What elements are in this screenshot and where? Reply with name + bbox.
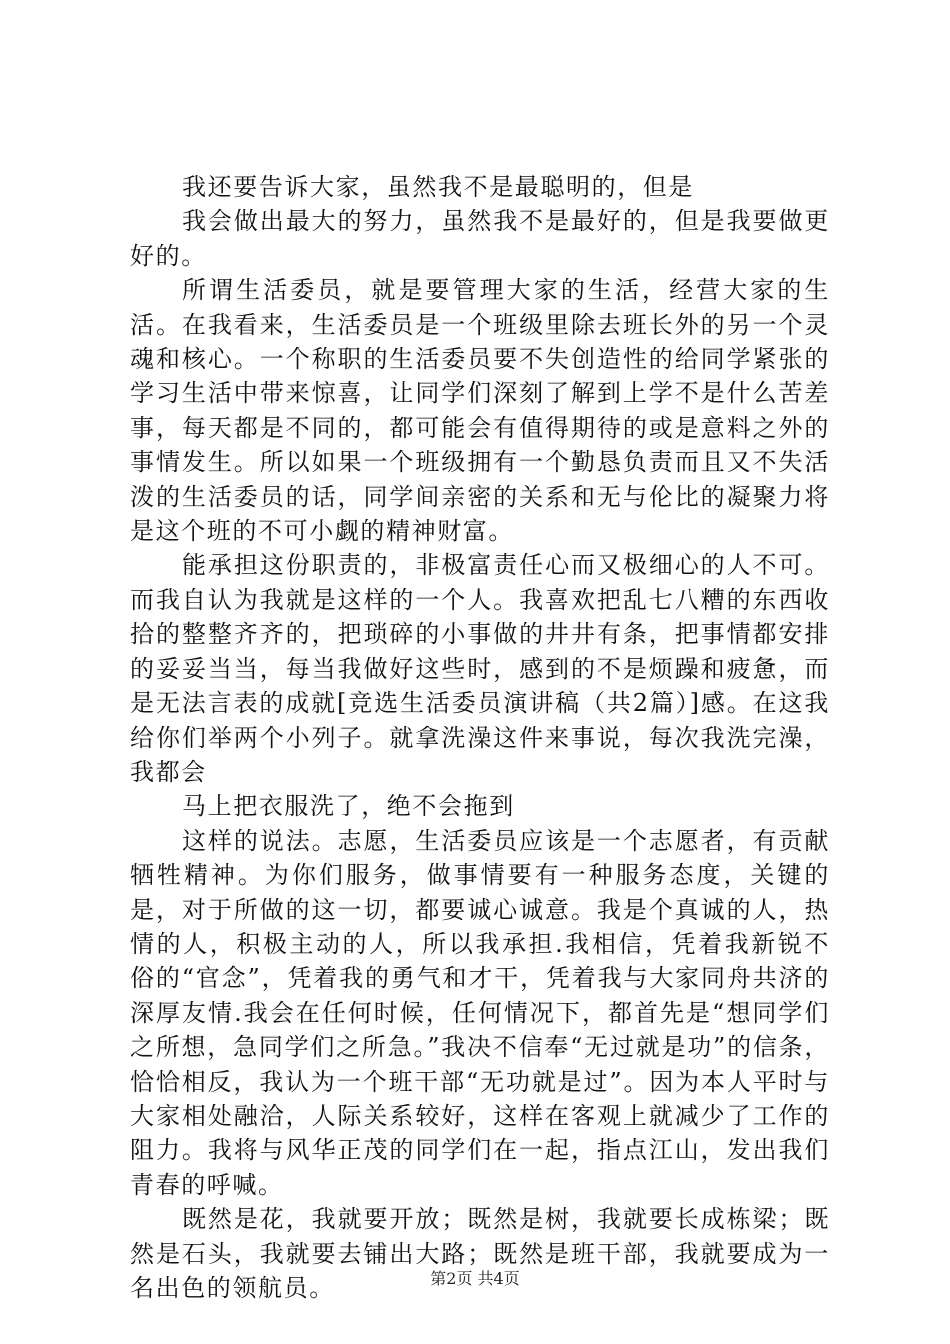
paragraph-6: 这样的说法。志愿，生活委员应该是一个志愿者，有贡献牺牲精神。为你们服务，做事情要有一种服务态度，关键的是，对于所做的这一切，都要诚心诚意。我是个真诚的人，热情的人，积极主动的人，所以我承担.我相信，凭着我新锐不俗的“官念”，凭着我的勇气和才干，凭着我与大家同舟共济的深厚友情.我会在任何时候，任何情况下，都首先是“想同学们之所想，急同学们之所急。”我决不信奉“无过就是功”的信条，恰恰相反，我认为一个班干部“无功就是过”。因为本人平时与大家相处融洽，人际关系较好，这样在客观上就减少了工作的阻力。我将与风华正茂的同学们在一起，指点江山，发出我们青春的呼喊。: [130, 826, 830, 1199]
document-body: [130, 170, 830, 1305]
page-footer: 第2页 共4页: [430, 1269, 520, 1288]
paragraph-2: 我会做出最大的努力，虽然我不是最好的，但是我要做更好的。: [130, 207, 830, 270]
paragraph-7: 既然是花，我就要开放；既然是树，我就要长成栋梁；既然是石头，我就要去铺出大路；既然是班干部，我就要成为一名出色的领航员。: [130, 1205, 830, 1302]
paragraph-1: 我还要告诉大家，虽然我不是最聪明的，但是: [182, 173, 694, 201]
paragraph-5: 马上把衣服洗了，绝不会拖到: [182, 792, 515, 821]
paragraph-4: 能承担这份职责的，非极富责任心而又极细心的人不可。而我自认为我就是这样的一个人。我喜欢把乱七八糟的东西收拾的整整齐齐的，把琐碎的小事做的井井有条，把事情都安排的妥妥当当，每当我做好这些时，感到的不是烦躁和疲惫，而是无法言表的成就[竞选生活委员演讲稿（共2篇）]感。在这我给你们举两个小列子。就拿洗澡这件来事说，每次我洗完澡，我都会: [130, 551, 830, 786]
paragraph-3: 所谓生活委员，就是要管理大家的生活，经营大家的生活。在我看来，生活委员是一个班级里除去班长外的另一个灵魂和核心。一个称职的生活委员要不失创造性的给同学紧张的学习生活中带来惊喜，让同学们深刻了解到上学不是什么苦差事，每天都是不同的，都可能会有值得期待的或是意料之外的事情发生。所以如果一个班级拥有一个勤恳负责而且又不失活泼的生活委员的话，同学间亲密的关系和无与伦比的凝聚力将是这个班的不可小觑的精神财富。: [130, 276, 830, 546]
